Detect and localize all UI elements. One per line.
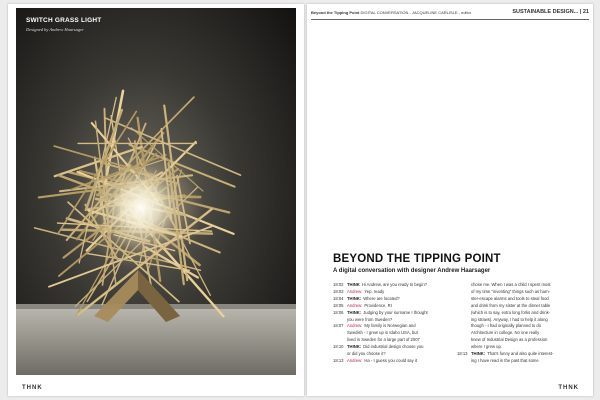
line-text [471, 330, 575, 337]
running-header-left [311, 10, 471, 15]
speech-text: ing straws). Anyway, I had to help it along [471, 316, 548, 322]
speech-text: Architecture in college. No one really [471, 330, 540, 336]
speaker-name: THINK: [347, 295, 362, 301]
speech-text: or did you choose it? [347, 351, 386, 357]
article-column-1 [333, 282, 451, 365]
transcript-line [333, 330, 451, 337]
timestamp: 18:05 [333, 302, 344, 308]
speaker-name: THINK [347, 282, 360, 287]
line-text [347, 310, 451, 317]
transcript-line [457, 337, 575, 344]
line-text [471, 282, 575, 289]
speech-text: Providence, RI [364, 302, 392, 308]
line-text [347, 282, 451, 289]
line-text [471, 289, 575, 296]
line-text [471, 323, 575, 330]
speech-text: Swedish - I grew up in Idaho USA, but [347, 330, 418, 336]
speech-text: (which is to say, extra long forks and drink- [471, 309, 551, 315]
line-text [471, 344, 575, 351]
line-text [471, 310, 575, 317]
timestamp: 18:06 [333, 309, 344, 315]
line-text [471, 317, 575, 324]
transcript-line [457, 358, 575, 365]
photo-credit: Designed by Andrew Haarsager [26, 27, 84, 32]
line-text [471, 337, 575, 344]
speech-text: Yep, ready [364, 288, 385, 294]
speech-text: Did industrial design choose you [363, 344, 424, 350]
line-text [471, 358, 575, 365]
article-subtitle: A digital conversation with designer Andrew Haarsager [333, 268, 491, 274]
line-text [347, 323, 451, 330]
speech-text: ing I have read in the past that some [471, 357, 539, 363]
switch-grass-lamp-image [16, 8, 296, 375]
speech-text: My family is Norwegian and [364, 323, 416, 329]
article-title: BEYOND THE TIPPING POINT [333, 253, 501, 265]
speaker-name: THINK: [347, 309, 362, 315]
timestamp: 18:03 [333, 288, 344, 294]
transcript-line [333, 296, 451, 303]
line-text [347, 344, 451, 351]
transcript-line [333, 344, 451, 351]
line-text [347, 337, 451, 344]
speech-text: Hi Andrew, are you ready to begin? [361, 282, 427, 287]
article-column-2 [457, 282, 575, 365]
lamp-photo [16, 8, 296, 375]
transcript-line [457, 310, 575, 317]
transcript-line [457, 323, 575, 330]
transcript-line [333, 358, 451, 365]
speech-text: though - I had originally planned to do [471, 323, 542, 329]
think-logo: THNK [22, 385, 43, 391]
transcript-line [333, 282, 451, 289]
transcript-line [333, 310, 451, 317]
line-text [471, 351, 575, 358]
timestamp: 18:02 [333, 282, 344, 287]
speech-text: you were from Sweden? [347, 316, 393, 322]
line-text [347, 317, 451, 324]
speech-text: That's funny and also quite interest- [487, 351, 554, 357]
line-text [347, 330, 451, 337]
speech-text: Ha - I guess you could say it [364, 357, 417, 363]
speaker-name: Andrew: [347, 288, 363, 294]
line-text [347, 358, 451, 365]
transcript-line [333, 351, 451, 358]
speaker-name: Andrew: [347, 357, 363, 363]
transcript-line [333, 303, 451, 310]
transcript-line [457, 289, 575, 296]
transcript-line [457, 351, 575, 358]
running-header-page-number: SUSTAINABLE DESIGN... | 21 [512, 9, 589, 15]
line-text [347, 351, 451, 358]
running-header-section: Beyond the Tipping Point [311, 10, 360, 15]
speaker-name: THINK: [347, 344, 362, 350]
transcript-line [457, 303, 575, 310]
timestamp: 18:13 [333, 357, 344, 363]
timestamp: 18:07 [333, 323, 344, 329]
speech-text: ster-escape alarms and tools to steal food [471, 295, 549, 301]
speech-text: Where are located? [363, 295, 400, 301]
running-header [311, 9, 589, 18]
speaker-name: Andrew: [347, 323, 363, 329]
line-text [471, 296, 575, 303]
transcript-line [333, 317, 451, 324]
timestamp: 18:10 [333, 344, 344, 350]
transcript-line [333, 337, 451, 344]
running-header-byline: DIGITAL CONVERSATION - JACQUELINE CARLISLE - editor [360, 10, 472, 15]
transcript-line [457, 282, 575, 289]
speech-text: lived in Sweden for a large part of 2007 [347, 337, 420, 343]
speaker-name: Andrew: [347, 302, 363, 308]
speech-text: Judging by your surname I thought [363, 309, 428, 315]
speech-text: knew of Industrial Design as a profession [471, 337, 548, 343]
speech-text: where I grew up. [471, 344, 502, 350]
transcript-line [457, 317, 575, 324]
left-page [8, 4, 304, 396]
speech-text: chose me. When I was a child I spent most [471, 282, 551, 287]
header-rule [311, 19, 589, 20]
transcript-line [457, 330, 575, 337]
transcript-line [333, 323, 451, 330]
line-text [347, 303, 451, 310]
speech-text: of my time "inventing" things such as harn- [471, 288, 551, 294]
think-logo: THNK [558, 385, 579, 391]
transcript-line [457, 296, 575, 303]
timestamp: 18:04 [333, 295, 344, 301]
line-text [347, 296, 451, 303]
line-text [347, 289, 451, 296]
speaker-name: THINK: [471, 351, 486, 357]
timestamp: 18:13 [457, 351, 468, 357]
photo-title: SWITCH GRASS LIGHT [26, 17, 102, 24]
right-page [307, 4, 593, 396]
line-text [471, 303, 575, 310]
transcript-line [457, 344, 575, 351]
speech-text: and drink from my sister at the dinner table [471, 302, 551, 308]
transcript-line [333, 289, 451, 296]
